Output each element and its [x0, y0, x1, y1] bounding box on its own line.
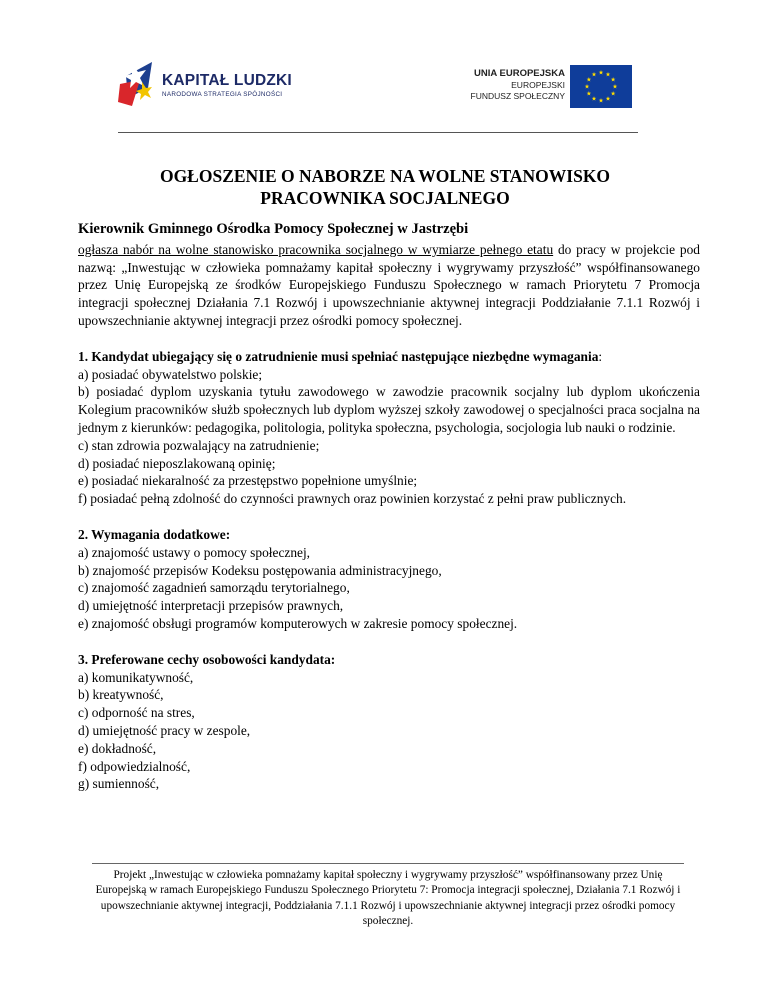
eu-logo-line-2: EUROPEJSKI	[511, 79, 565, 90]
eu-logo-line-3: FUNDUSZ SPOŁECZNY	[470, 91, 565, 101]
intro-paragraph	[78, 241, 700, 330]
eu-logo	[450, 64, 640, 114]
section-2-heading: 2. Wymagania dodatkowe:	[78, 526, 231, 542]
section-3	[78, 651, 700, 793]
eu-star-icon	[592, 72, 597, 76]
intro-underlined: ogłasza nabór na wolne stanowisko pracownika socjalnego w wymiarze pełnego etatu	[78, 241, 554, 257]
section-1-heading-text: 1. Kandydat ubiegający się o zatrudnienie musi spełniać następujące niezbędne wymagania	[78, 348, 599, 364]
section-3-heading: 3. Preferowane cechy osobowości kandydata:	[78, 651, 336, 667]
section-1-item-d: d) posiadać nieposzlakowaną opinię;	[78, 455, 276, 471]
section-1-heading	[78, 348, 700, 366]
section-3-item-f: f) odpowiedzialność,	[78, 758, 191, 774]
eu-logo-line-1: UNIA EUROPEJSKA	[474, 68, 565, 79]
section-2-item-d: d) umiejętność interpretacji przepisów prawnych,	[78, 598, 344, 614]
page-footer: Projekt „Inwestując w człowieka pomnażamy kapitał społeczny i wygrywamy przyszłość” współfinansowany przez Unię Europejską w ramach Europejskiego Funduszu Społecznego Priorytetu 7: Promocja integracji społecznej, Działania 7.1 Rozwój i upowszechnianie aktywnej integracji, Poddziałania 7.1.1 Rozwój i upowszechnianie aktywnej integracji przez ośrodki pomocy społecznej.	[95, 869, 681, 928]
section-1-item-b: b) posiadać dyplom uzyskania tytułu zawodowego w zawodzie pracownik socjalny lub dyplom ukończenia Kolegium pracowników służb społecznych lub dyplom wyższej szkoły zawodowej o specjalności praca socjalna na jednym z kierunków: pedagogika, politologia, polityka społeczna, psychologia, socjologia lub nauki o rodzinie.	[78, 384, 700, 435]
eu-star-icon	[611, 91, 616, 95]
section-1	[78, 348, 700, 508]
section-3-item-b: b) kreatywność,	[78, 687, 164, 703]
section-3-item-d: d) umiejętność pracy w zespole,	[78, 722, 251, 738]
section-1-item-c: c) stan zdrowia pozwalający na zatrudnienie;	[78, 437, 320, 453]
section-1-item-f: f) posiadać pełną zdolność do czynności prawnych oraz powinien korzystać z pełni praw publicznych.	[78, 491, 627, 507]
eu-stars-icon	[570, 65, 632, 108]
eu-star-icon	[587, 91, 592, 95]
eu-star-icon	[587, 77, 592, 81]
section-3-item-a: a) komunikatywność,	[78, 669, 194, 685]
eu-star-icon	[585, 84, 590, 88]
kapital-ludzki-subtitle: NARODOWA STRATEGIA SPÓJNOŚCI	[162, 91, 283, 98]
section-3-item-e: e) dokładność,	[78, 740, 157, 756]
eu-star-icon	[606, 72, 611, 76]
intro-rest: do pracy w projekcie pod nazwą: „Inwestując w człowieka pomnażamy kapitał społeczny i wygrywamy przyszłość” współfinansowanego przez Unię Europejską ze środków Europejskiego Funduszu Społecznego w ramach Priorytetu 7 Promocja integracji społecznej Działania 7.1 Rozwój i upowszechnianie aktywnej integracji Poddziałanie 7.1.1 Rozwój i upowszechnianie aktywnej integracji przez ośrodki pomocy społecznej.	[78, 241, 700, 328]
page-title-line-1: OGŁOSZENIE O NABORZE NA WOLNE STANOWISKO	[159, 166, 611, 186]
employer-heading: Kierownik Gminnego Ośrodka Pomocy Społecznej w Jastrzębi	[78, 221, 469, 237]
kapital-ludzki-title: KAPITAŁ LUDZKI	[162, 72, 292, 89]
section-2-item-a: a) znajomość ustawy o pomocy społecznej,	[78, 544, 311, 560]
section-1-heading-suffix: :	[598, 348, 603, 364]
header-divider	[118, 132, 638, 133]
eu-star-icon	[606, 96, 611, 100]
footer-divider	[92, 863, 684, 864]
section-2-item-b: b) znajomość przepisów Kodeksu postępowania administracyjnego,	[78, 562, 442, 578]
document-body	[78, 221, 700, 793]
section-2-item-e: e) znajomość obsługi programów komputerowych w zakresie pomocy społecznej.	[78, 615, 518, 631]
page-title-line-2: PRACOWNIKA SOCJALNEGO	[260, 188, 510, 208]
eu-star-icon	[599, 98, 604, 102]
section-3-item-c: c) odporność na stres,	[78, 705, 195, 721]
eu-flag-icon	[570, 65, 632, 108]
section-2-item-c: c) znajomość zagadnień samorządu terytorialnego,	[78, 580, 350, 596]
section-3-item-g: g) sumienność,	[78, 776, 160, 792]
section-2	[78, 526, 700, 633]
kapital-ludzki-logo	[118, 58, 308, 110]
eu-star-icon	[599, 70, 604, 74]
eu-star-icon	[613, 84, 618, 88]
section-1-item-e: e) posiadać niekaralność za przestępstwo popełnione umyślnie;	[78, 473, 418, 489]
eu-star-icon	[611, 77, 616, 81]
eu-logo-text	[471, 68, 565, 103]
page-title	[110, 165, 660, 209]
section-1-item-a: a) posiadać obywatelstwo polskie;	[78, 366, 263, 382]
kapital-ludzki-emblem-icon	[118, 58, 162, 110]
eu-star-icon	[592, 96, 597, 100]
